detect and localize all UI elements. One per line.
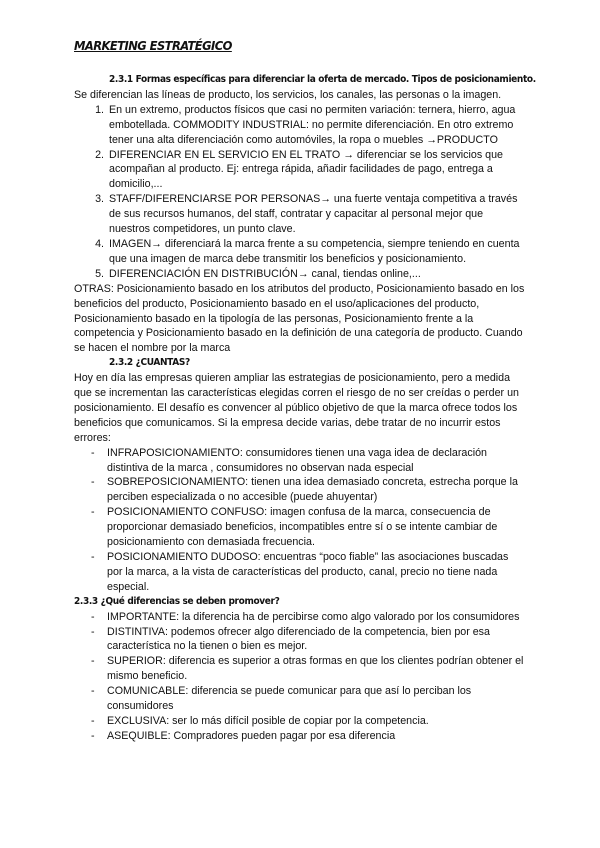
list-item: - IMPORTANTE: la diferencia ha de percibirse como algo valorado por los consumidores (107, 610, 526, 625)
list-item: - SOBREPOSICIONAMIENTO: tienen una idea demasiado concreta, estrecha porque la perciben especializada o no accesible (puede ahuyentar) (107, 475, 526, 505)
section-intro-2-3-1: Se diferencian las líneas de producto, los servicios, los canales, las personas o la imagen. (74, 88, 502, 101)
list-item: 2. DIFERENCIAR EN EL SERVICIO EN EL TRATO → diferenciar se los servicios que acompañan al producto. Ej: entrega rápida, añadir facilidades de pago, entrega a domicilio,... (107, 148, 526, 193)
list-item: - COMUNICABLE: diferencia se puede comunicar para que así lo perciban los consumidores (107, 684, 526, 714)
list-item: 3. STAFF/DIFERENCIARSE POR PERSONAS→ una fuerte ventaja competitiva a través de sus recursos humanos, del staff, contratar y capacitar al personal mejor que nuestros competidores, un punto clave. (107, 192, 526, 237)
list-item: 1. En un extremo, productos físicos que casi no permiten variación: ternera, hierro, agua embotellada. COMMODITY INDUSTRIAL: no permite diferenciación. En otro extremo tener una alta diferenciación como automóviles, la ropa o muebles →PRODUCTO (107, 103, 526, 148)
list-item: 5. DIFERENCIACIÓN EN DISTRIBUCIÓN→ canal, tiendas online,... (107, 267, 526, 282)
list-item: - POSICIONAMIENTO DUDOSO: encuentras “poco fiable” las asociaciones buscadas por la marca, a la vista de características del producto, canal, precio no tiene nada especial. (107, 550, 526, 595)
document-body (74, 73, 536, 744)
list-item: - DISTINTIVA: podemos ofrecer algo diferenciado de la competencia, bien por esa característica no la tienen o bien es mejor. (107, 625, 526, 655)
differences-criteria-list (74, 610, 526, 744)
list-item: - SUPERIOR: diferencia es superior a otras formas en que los clientes podrían obtener el mismo beneficio. (107, 654, 526, 684)
positioning-errors-list (74, 446, 526, 595)
list-item: 4. IMAGEN→ diferenciará la marca frente a su competencia, siempre teniendo en cuenta que una imagen de marca debe transmitir los beneficios y posicionamiento. (107, 237, 526, 267)
differentiation-types-list (74, 103, 526, 282)
section-heading-2-3-2: 2.3.2 ¿CUANTAS? (109, 357, 190, 369)
document-title: MARKETING ESTRATÉGICO (74, 38, 232, 53)
section-heading-2-3-1: 2.3.1 Formas específicas para diferenciar la oferta de mercado. Tipos de posicionamiento. (109, 74, 536, 85)
list-item: - POSICIONAMIENTO CONFUSO: imagen confusa de la marca, consecuencia de proporcionar demasiado beneficios, incompatibles entre sí o se intente cambiar de posicionamiento con demasiada frecuencia. (107, 505, 526, 550)
list-item: - INFRAPOSICIONAMIENTO: consumidores tienen una vaga idea de declaración distintiva de la marca , consumidores no observan nada especial (107, 446, 526, 476)
other-positioning-paragraph: OTRAS: Posicionamiento basado en los atributos del producto, Posicionamiento basado en los beneficios del producto, Posicionamiento basado en el uso/aplicaciones del producto, Posicionamiento basado en la tipología de las personas, Posicionamiento frente a la competencia y Posicionamiento basado en la definición de una categoría de producto. Cuando se hacen el nombre por la marca (74, 282, 525, 355)
section-intro-2-3-2: Hoy en día las empresas quieren ampliar las estrategias de posicionamiento, pero a medida que se incrementan las características elegidas corren el riesgo de no ser creídas o perder un posicionamiento. El desafío es convencer al público objetivo de que la marca ofrece todos los beneficios que comunicamos. Si la empresa decide varias, debe tratar de no incurrir estos errores: (74, 372, 519, 444)
list-item: - ASEQUIBLE: Compradores pueden pagar por esa diferencia (107, 729, 526, 744)
list-item: - EXCLUSIVA: ser lo más difícil posible de copiar por la competencia. (107, 714, 526, 729)
section-heading-2-3-3: 2.3.3 ¿Qué diferencias se deben promover? (74, 595, 280, 607)
